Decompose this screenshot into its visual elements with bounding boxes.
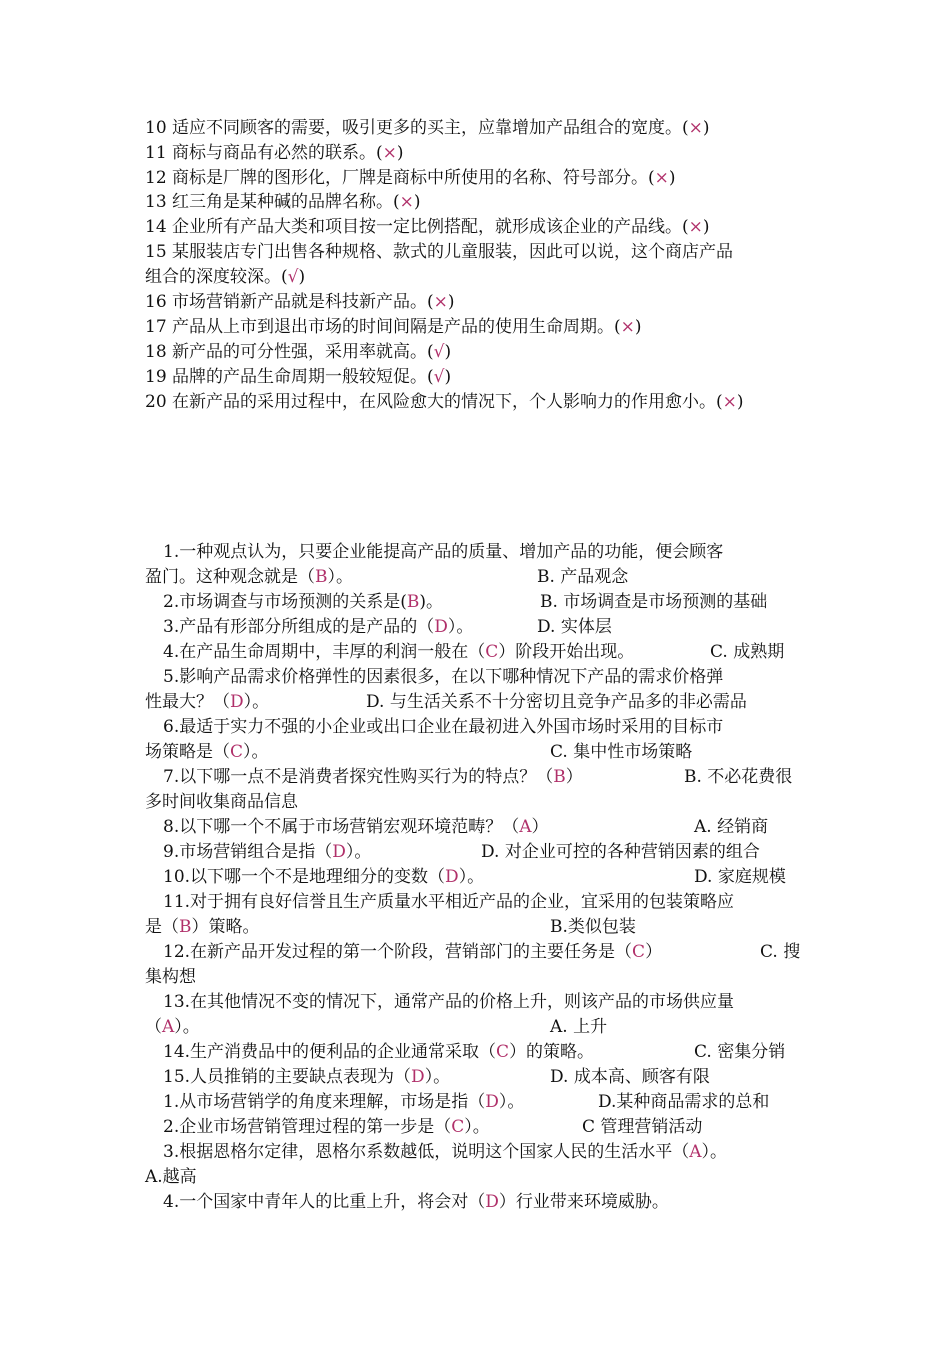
choice-line <box>163 715 723 739</box>
answer-mark: √ <box>433 342 445 362</box>
answer-letter: D <box>434 617 448 637</box>
question-text: 11.对于拥有良好信誉且生产质量水平相近产品的企业，宜采用的包装策略应 <box>163 892 735 912</box>
answer-option <box>684 765 792 789</box>
choice-line <box>163 590 443 614</box>
judgment-text: 16 市场营销新产品就是科技新产品。( <box>145 292 434 312</box>
question-text: 1.一种观点认为，只要企业能提高产品的质量、增加产品的功能，便会顾客 <box>163 542 724 562</box>
answer-letter: D <box>332 842 346 862</box>
question-text: 14.生产消费品中的便利品的企业通常采取（ <box>163 1042 497 1062</box>
question-text: 4.在产品生命周期中，丰厚的利润一般在（ <box>163 642 486 662</box>
answer-option <box>760 940 800 964</box>
answer-mark: × <box>654 168 669 188</box>
answer-option-text: D. 成本高、顾客有限 <box>550 1067 710 1087</box>
choice-line <box>145 690 269 714</box>
judgment-line <box>145 141 404 165</box>
answer-letter: C <box>451 1117 465 1137</box>
answer-mark: × <box>722 392 737 412</box>
answer-letter: B <box>179 917 192 937</box>
choice-line <box>145 965 196 989</box>
judgment-text: 14 企业所有产品大类和项目按一定比例搭配，就形成该企业的产品线。( <box>145 217 689 237</box>
paren-close: ) <box>413 192 421 212</box>
choice-line <box>163 1190 669 1214</box>
question-text: ）。 <box>243 742 269 762</box>
answer-letter: D <box>485 1192 499 1212</box>
answer-option-text: D.某种商品需求的总和 <box>598 1092 770 1112</box>
question-text: 盈门。这种观念就是（ <box>145 567 315 587</box>
answer-letter: A <box>519 817 532 837</box>
question-text: A.越高 <box>145 1167 197 1187</box>
judgment-line <box>145 265 305 289</box>
question-text: 3.根据恩格尔定律，恩格尔系数越低，说明这个国家人民的生活水平（ <box>163 1142 690 1162</box>
answer-option <box>537 615 612 639</box>
answer-option <box>481 840 760 864</box>
question-text: ）行业带来环境威胁。 <box>498 1192 669 1212</box>
judgment-line <box>145 166 676 190</box>
answer-letter: C <box>230 742 244 762</box>
choice-line <box>163 1140 727 1164</box>
paren-close: ) <box>702 217 710 237</box>
answer-letter: D <box>230 692 244 712</box>
question-text: 多时间收集商品信息 <box>145 792 298 812</box>
answer-mark: × <box>688 118 703 138</box>
question-text: （ <box>145 1017 162 1037</box>
question-text: 1.从市场营销学的角度来理解，市场是指（ <box>163 1092 486 1112</box>
choice-line <box>163 1115 490 1139</box>
answer-mark: × <box>433 292 448 312</box>
answer-option-text: B. 产品观念 <box>537 567 629 587</box>
judgment-line <box>145 365 451 389</box>
question-text: ） <box>565 767 583 787</box>
paren-close: ) <box>444 367 452 387</box>
choice-line <box>163 1065 450 1089</box>
paren-close: ) <box>668 168 676 188</box>
question-text: 5.影响产品需求价格弹性的因素很多，在以下哪种情况下产品的需求价格弹 <box>163 667 724 687</box>
answer-option-text: C 管理营销活动 <box>582 1117 703 1137</box>
paren-close: ) <box>634 317 642 337</box>
question-text: ）。 <box>243 692 270 712</box>
answer-letter: D <box>485 1092 499 1112</box>
judgment-text: 13 红三角是某种碱的品牌名称。( <box>145 192 400 212</box>
answer-option-text: C. 搜 <box>760 942 801 962</box>
answer-letter: C <box>485 642 499 662</box>
question-text: ）。 <box>327 567 353 587</box>
choice-line <box>163 940 662 964</box>
choice-line <box>145 1015 200 1039</box>
question-text: ）。 <box>345 842 372 862</box>
choice-line <box>163 615 473 639</box>
answer-mark: √ <box>287 267 299 287</box>
answer-mark: × <box>399 192 414 212</box>
question-text: ）。 <box>174 1017 200 1037</box>
question-text: ）。 <box>498 1092 525 1112</box>
paren-close: ) <box>736 392 744 412</box>
choice-line <box>163 890 734 914</box>
question-text: 15.人员推销的主要缺点表现为（ <box>163 1067 412 1087</box>
choice-line <box>163 840 371 864</box>
question-text: 6.最适于实力不强的小企业或出口企业在最初进入外国市场时采用的目标市 <box>163 717 724 737</box>
answer-letter: C <box>496 1042 510 1062</box>
answer-mark: × <box>382 143 397 163</box>
question-text: ）。 <box>458 867 485 887</box>
judgment-line <box>145 315 642 339</box>
choice-line <box>163 865 484 889</box>
question-text: ） <box>645 942 663 962</box>
question-text: 4.一个国家中青年人的比重上升，将会对（ <box>163 1192 486 1212</box>
answer-option-text: C. 成熟期 <box>710 642 785 662</box>
paren-close: ) <box>702 118 710 138</box>
answer-option-text: D. 实体层 <box>537 617 612 637</box>
answer-option-text: C. 密集分销 <box>694 1042 786 1062</box>
question-text: ）阶段开始出现。 <box>498 642 635 662</box>
answer-option <box>550 740 692 764</box>
question-text: 8.以下哪一个不属于市场营销宏观环境范畴？（ <box>163 817 520 837</box>
judgment-text: 20 在新产品的采用过程中，在风险愈大的情况下，个人影响力的作用愈小。( <box>145 392 723 412</box>
choice-line <box>145 915 260 939</box>
answer-letter: D <box>411 1067 425 1087</box>
answer-option-text: B. 市场调查是市场预测的基础 <box>540 592 768 612</box>
answer-letter: C <box>632 942 646 962</box>
judgment-line <box>145 390 744 414</box>
choice-line <box>163 815 549 839</box>
answer-option <box>550 1065 710 1089</box>
choice-line <box>163 665 723 689</box>
choice-line <box>163 1040 594 1064</box>
judgment-text: 18 新产品的可分性强，采用率就高。( <box>145 342 434 362</box>
question-text: 2.市场调查与市场预测的关系是( <box>163 592 407 612</box>
answer-option-text: A. 上升 <box>550 1017 608 1037</box>
answer-option-text: D. 对企业可控的各种营销因素的组合 <box>481 842 760 862</box>
answer-mark: √ <box>433 367 445 387</box>
answer-option <box>694 865 786 889</box>
paren-close: ) <box>447 292 455 312</box>
question-text: ）。 <box>447 617 474 637</box>
question-text: 3.产品有形部分所组成的是产品的（ <box>163 617 435 637</box>
choice-line <box>145 565 353 589</box>
choice-line <box>163 1090 524 1114</box>
question-text: 13.在其他情况不变的情况下，通常产品的价格上升，则该产品的市场供应量 <box>163 992 735 1012</box>
judgment-text: 10 适应不同顾客的需要，吸引更多的买主，应靠增加产品组合的宽度。( <box>145 118 689 138</box>
choice-line <box>145 1165 197 1189</box>
answer-letter: B <box>406 592 420 612</box>
choice-line <box>145 740 269 764</box>
judgment-line <box>145 290 455 314</box>
question-text: 12.在新产品开发过程的第一个阶段，营销部门的主要任务是（ <box>163 942 633 962</box>
question-text: ） <box>531 817 549 837</box>
judgment-line <box>145 116 710 140</box>
answer-option <box>694 1040 785 1064</box>
choice-line <box>163 765 583 789</box>
question-text: ）。 <box>464 1117 490 1137</box>
answer-option-text: C. 集中性市场策略 <box>550 742 693 762</box>
judgment-line <box>145 340 451 364</box>
judgment-text: 组合的深度较深。( <box>145 267 288 287</box>
answer-option <box>694 815 768 839</box>
answer-option-text: D. 家庭规模 <box>694 867 786 887</box>
answer-option <box>540 590 767 614</box>
question-text: 场策略是（ <box>145 742 230 762</box>
answer-letter: B <box>315 567 328 587</box>
answer-option <box>366 690 747 714</box>
question-text: ）的策略。 <box>509 1042 595 1062</box>
answer-option-text: B. 不必花费很 <box>684 767 793 787</box>
answer-letter: B <box>553 767 566 787</box>
judgment-text: 17 产品从上市到退出市场的时间间隔是产品的使用生命周期。( <box>145 317 621 337</box>
answer-option <box>582 1115 702 1139</box>
question-text: ）。 <box>424 1067 451 1087</box>
paren-close: ) <box>444 342 452 362</box>
question-text: 2.企业市场营销管理过程的第一步是（ <box>163 1117 452 1137</box>
answer-letter: A <box>689 1142 702 1162</box>
answer-option <box>598 1090 769 1114</box>
question-text: )。 <box>419 592 443 612</box>
judgment-line <box>145 215 710 239</box>
question-text: ）。 <box>701 1142 727 1162</box>
judgment-text: 15 某服装店专门出售各种规格、款式的儿童服装，因此可以说，这个商店产品 <box>145 242 734 262</box>
judgment-line <box>145 240 733 264</box>
question-text: 10.以下哪一个不是地理细分的变数（ <box>163 867 446 887</box>
answer-mark: × <box>688 217 703 237</box>
answer-option <box>550 1015 607 1039</box>
answer-option <box>710 640 784 664</box>
choice-line <box>163 990 734 1014</box>
answer-mark: × <box>620 317 635 337</box>
paren-close: ) <box>396 143 404 163</box>
answer-letter: A <box>162 1017 175 1037</box>
question-text: 性最大？（ <box>145 692 230 712</box>
judgment-line <box>145 190 421 214</box>
choice-line <box>163 640 634 664</box>
question-text: 是（ <box>145 917 179 937</box>
judgment-text: 11 商标与商品有必然的联系。( <box>145 143 383 163</box>
judgment-text: 12 商标是厂牌的图形化，厂牌是商标中所使用的名称、符号部分。( <box>145 168 655 188</box>
answer-option-text: D. 与生活关系不十分密切且竞争产品多的非必需品 <box>366 692 747 712</box>
answer-option <box>537 565 628 589</box>
choice-line <box>163 540 723 564</box>
choice-line <box>145 790 298 814</box>
answer-option-text: A. 经销商 <box>694 817 769 837</box>
question-text: 9.市场营销组合是指（ <box>163 842 333 862</box>
answer-letter: D <box>445 867 459 887</box>
judgment-text: 19 品牌的产品生命周期一般较短促。( <box>145 367 434 387</box>
answer-option <box>550 915 636 939</box>
question-text: 集构想 <box>145 967 196 987</box>
answer-option-text: B.类似包装 <box>550 917 636 937</box>
question-text: ）策略。 <box>191 917 260 937</box>
question-text: 7.以下哪一点不是消费者探究性购买行为的特点？（ <box>163 767 554 787</box>
paren-close: ) <box>298 267 306 287</box>
